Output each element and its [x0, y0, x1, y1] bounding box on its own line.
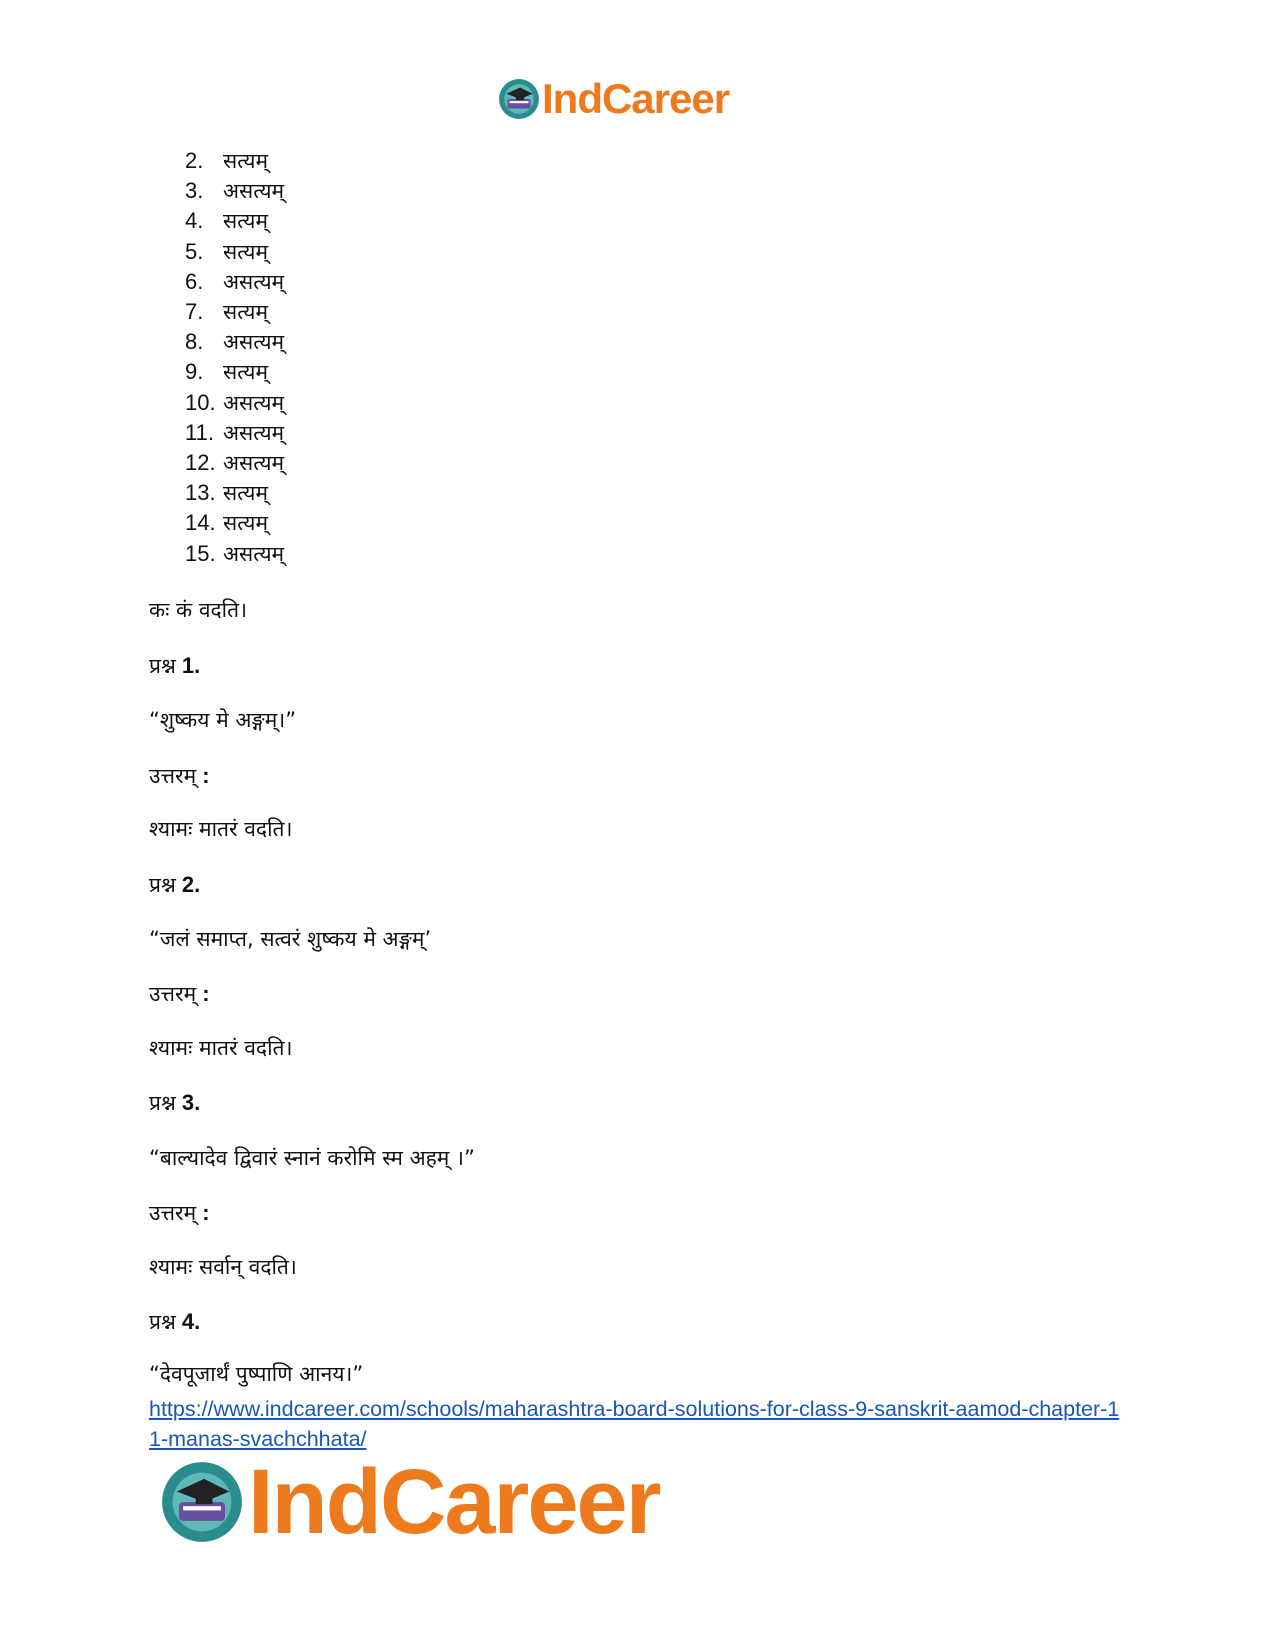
- list-item: 15. असत्यम्: [185, 540, 285, 566]
- list-item: 8. असत्यम्: [185, 329, 285, 355]
- header-logo: [498, 75, 730, 122]
- answer-label: उत्तरम् :: [149, 981, 210, 1006]
- section-title: कः कं वदति।: [149, 598, 248, 622]
- question-quote: “जलं समाप्त, सत्वरं शुष्कय मे अङ्गम्’: [149, 927, 432, 951]
- question-label: प्रश्न 1.: [149, 653, 201, 678]
- question-quote: “बाल्यादेव द्विवारं स्नानं करोमि स्म अहम् ।”: [149, 1146, 475, 1170]
- question-quote: “देवपूजार्थं पुष्पाणि आनय।”: [149, 1362, 364, 1386]
- answer-text: श्यामः मातरं वदति।: [149, 1036, 293, 1060]
- list-item: 5. सत्यम्: [185, 238, 269, 264]
- list-item: 4. सत्यम्: [185, 208, 269, 234]
- answer-label: उत्तरम् :: [149, 763, 210, 788]
- answer-text: श्यामः सर्वान् वदति।: [149, 1255, 297, 1279]
- list-item: 14. सत्यम्: [185, 510, 269, 536]
- list-item: 13. सत्यम्: [185, 480, 269, 506]
- list-item: 9. सत्यम्: [185, 359, 269, 385]
- question-label: प्रश्न 3.: [149, 1090, 201, 1115]
- graduation-book-icon: [160, 1460, 244, 1544]
- question-label: प्रश्न 2.: [149, 872, 201, 897]
- question-label: प्रश्न 4.: [149, 1309, 201, 1334]
- list-item: 2. सत्यम्: [185, 148, 269, 173]
- answer-text: श्यामः मातरं वदति।: [149, 817, 293, 841]
- logo-text: IndCareer: [248, 1451, 660, 1553]
- list-item: 6. असत्यम्: [185, 268, 285, 294]
- list-item: 7. सत्यम्: [185, 299, 269, 325]
- graduation-book-icon: [498, 78, 540, 120]
- list-item: 12. असत्यम्: [185, 450, 285, 476]
- footer-logo: [160, 1451, 660, 1553]
- list-item: 11. असत्यम्: [185, 419, 285, 445]
- list-item: 3. असत्यम्: [185, 178, 285, 204]
- logo-text: IndCareer: [542, 75, 730, 122]
- answers-list: [185, 146, 284, 569]
- source-link[interactable]: https://www.indcareer.com/schools/maharashtra-board-solutions-for-class-9-sanskrit-aamod-chapter-11-manas-svachchhata/: [149, 1397, 1120, 1451]
- answer-label: उत्तरम् :: [149, 1200, 210, 1225]
- list-item: 10. असत्यम्: [185, 389, 285, 415]
- question-quote: “शुष्कय मे अङ्गम्।”: [149, 708, 297, 732]
